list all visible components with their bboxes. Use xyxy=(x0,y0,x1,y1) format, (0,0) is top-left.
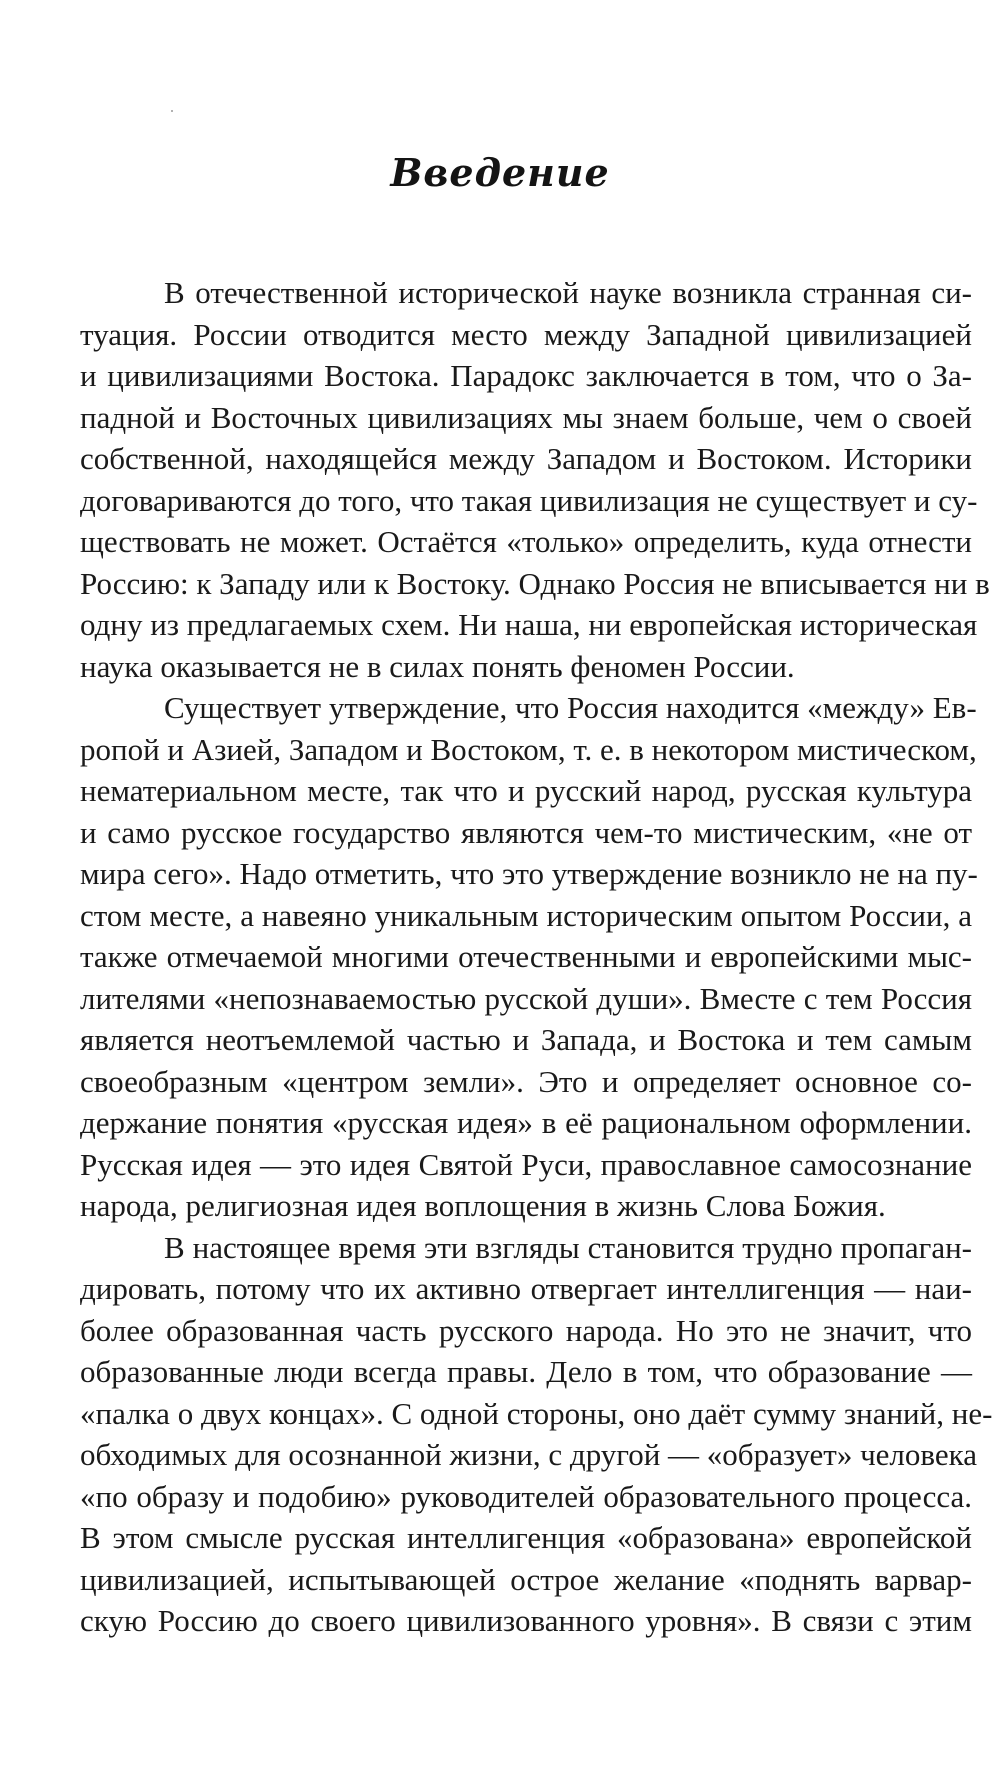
text-line: «по образу и подобию» руководителей образовательного процесса. xyxy=(80,1478,972,1514)
text-line: нематериальном месте, так что и русский народ, русская культура xyxy=(80,773,972,808)
page-title: Введение xyxy=(390,150,610,195)
text-line: держание понятия «русская идея» в её рациональном оформлении. xyxy=(80,1105,972,1140)
text-line: В отечественной исторической науке возникла странная си- xyxy=(164,275,972,310)
text-line: является неотъемлемой частью и Запада, и Востока и тем самым xyxy=(80,1022,972,1057)
text-line: дировать, потому что их активно отвергает интеллигенция — наи- xyxy=(80,1271,972,1306)
text-line: «палка о двух концах». С одной стороны, оно даёт сумму знаний, не- xyxy=(80,1395,993,1431)
text-line: Россию: к Западу или к Востоку. Однако Россия не вписывается ни в xyxy=(80,565,990,601)
body-text xyxy=(80,272,993,1642)
text-line: мира сего». Надо отметить, что это утверждение возникло не на пу- xyxy=(80,856,978,891)
text-line: наука оказывается не в силах понять феномен России. xyxy=(80,648,795,684)
paragraph xyxy=(80,1227,993,1642)
paragraph xyxy=(80,687,978,1227)
print-speck xyxy=(171,110,173,112)
text-line: и само русское государство являются чем-то мистическим, «не от xyxy=(80,814,972,850)
text-line: и цивилизациями Востока. Парадокс заключается в том, что о За- xyxy=(80,358,972,393)
text-line: скую Россию до своего цивилизованного уровня». В связи с этим xyxy=(80,1603,972,1638)
text-line: образованные люди всегда правы. Дело в том, что образование — xyxy=(80,1354,972,1389)
text-line: лителями «непознаваемостью русской души». Вместе с тем Россия xyxy=(80,980,972,1016)
text-line: Существует утверждение, что Россия находится «между» Ев- xyxy=(164,690,977,725)
text-line: своеобразным «центром земли». Это и определяет основное со- xyxy=(80,1063,972,1099)
text-line: ропой и Азией, Западом и Востоком, т. е. в некотором мистическом, xyxy=(80,731,977,767)
text-line: одну из предлагаемых схем. Ни наша, ни европейская историческая xyxy=(80,607,978,642)
text-line: ществовать не может. Остаётся «только» определить, куда отнести xyxy=(80,524,972,559)
text-line: обходимых для осознанной жизни, с другой — «образует» человека xyxy=(80,1437,977,1472)
text-line: договариваются до того, что такая цивилизация не существует и су- xyxy=(80,482,978,518)
text-line: более образованная часть русского народа. Но это не значит, что xyxy=(80,1312,972,1348)
text-line: народа, религиозная идея воплощения в жизнь Слова Божия. xyxy=(80,1188,886,1223)
text-line: туация. России отводится место между Западной цивилизацией xyxy=(80,316,972,352)
text-line: цивилизацией, испытывающей острое желание «поднять варвар- xyxy=(80,1561,972,1597)
text-line: падной и Восточных цивилизациях мы знаем больше, чем о своей xyxy=(80,399,972,435)
text-line: также отмечаемой многими отечественными и европейскими мыс- xyxy=(80,939,972,974)
paragraph xyxy=(80,272,990,687)
text-line: Русская идея — это идея Святой Руси, православное самосознание xyxy=(80,1146,972,1182)
text-line: стом месте, а навеяно уникальным историческим опытом России, а xyxy=(80,897,972,933)
text-line: В этом смысле русская интеллигенция «образована» европейской xyxy=(80,1520,972,1555)
text-line: В настоящее время эти взгляды становится трудно пропаган- xyxy=(164,1229,972,1265)
text-line: собственной, находящейся между Западом и Востоком. Историки xyxy=(80,441,972,476)
